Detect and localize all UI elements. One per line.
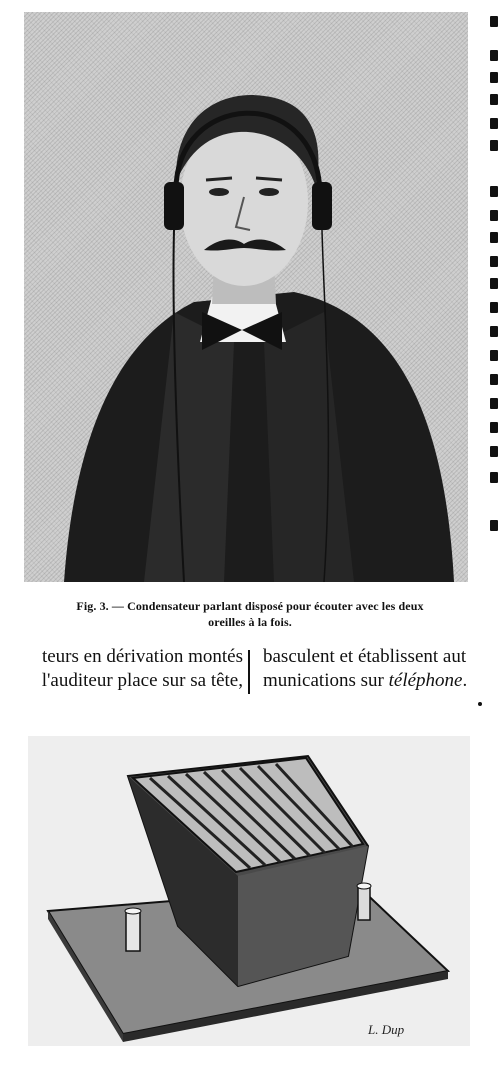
column-divider xyxy=(248,650,250,694)
left-line-1: teurs en dérivation montés xyxy=(41,646,243,667)
right-line-2-suffix: . xyxy=(462,670,468,691)
engraver-signature: L. Dup xyxy=(368,1022,405,1037)
right-line-1: basculent et établissent aut xyxy=(263,646,467,667)
portrait-engraving xyxy=(24,12,468,582)
stray-mark xyxy=(478,702,482,706)
right-line-2 xyxy=(263,669,467,693)
clipped-margin-text xyxy=(488,10,500,570)
condenser-illustration xyxy=(28,736,470,1046)
right-line-2-prefix: munications sur xyxy=(263,670,389,691)
caption-line-1: Fig. 3. — Condensateur parlant disposé pour écouter avec les deux xyxy=(76,599,424,613)
condenser-engraving xyxy=(28,736,470,1046)
left-text-column xyxy=(42,645,243,693)
right-text-column xyxy=(263,645,467,693)
figure-caption xyxy=(24,598,476,630)
right-line-2-emphasis: téléphone xyxy=(388,670,463,691)
caption-line-2: oreilles à la fois. xyxy=(208,615,292,629)
portrait-illustration xyxy=(24,12,468,582)
left-line-2: l'auditeur place sur sa tête, xyxy=(41,670,243,691)
